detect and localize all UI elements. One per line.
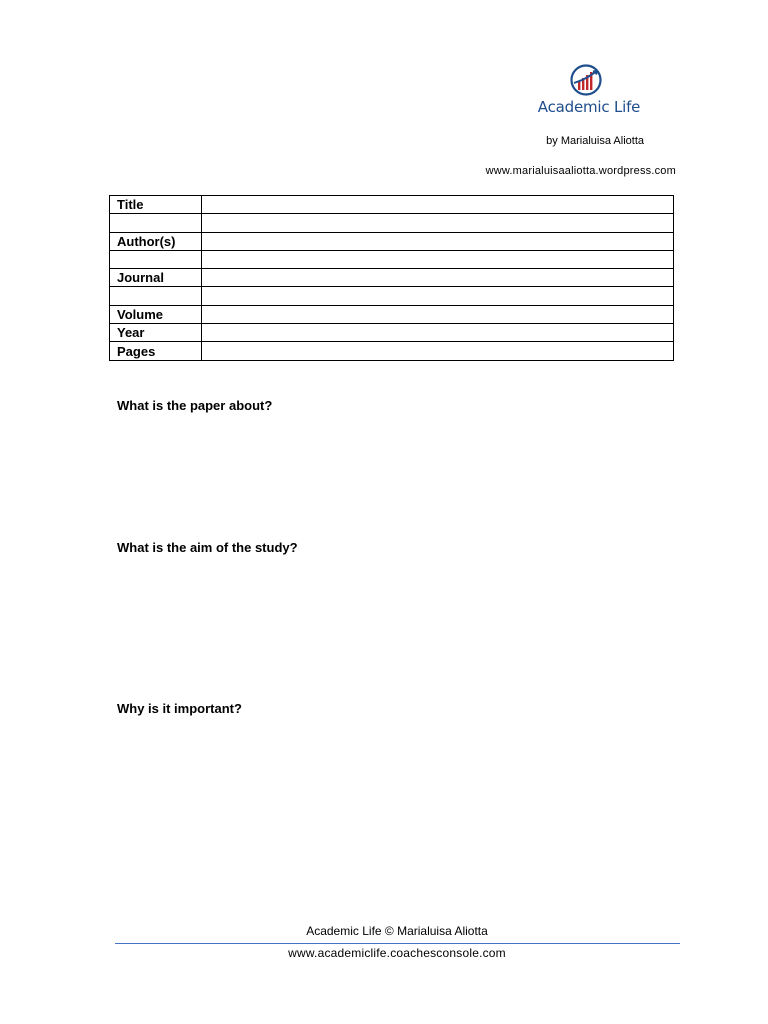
year-value-cell[interactable] (202, 324, 674, 342)
row-label-volume: Volume (110, 305, 202, 323)
table-row (110, 305, 674, 323)
author-byline: by Marialuisa Aliotta (546, 135, 644, 147)
row-label-blank (110, 287, 202, 305)
table-row (110, 196, 674, 214)
table-row (110, 287, 674, 305)
row-label-authors: Author(s) (110, 232, 202, 250)
row-label-journal: Journal (110, 269, 202, 287)
table-row (110, 324, 674, 342)
volume-value-cell[interactable] (202, 305, 674, 323)
title-value-cell[interactable] (202, 196, 674, 214)
bar-chart-globe-icon (570, 64, 602, 96)
authors-continuation-cell[interactable] (202, 250, 674, 268)
row-label-blank (110, 214, 202, 232)
footer-divider (115, 943, 680, 944)
row-label-title: Title (110, 196, 202, 214)
table-row (110, 342, 674, 360)
question-importance: Why is it important? (117, 701, 242, 716)
table-row (110, 214, 674, 232)
row-label-year: Year (110, 324, 202, 342)
row-label-pages: Pages (110, 342, 202, 360)
row-label-blank (110, 250, 202, 268)
header-website: www.marialuisaaliotta.wordpress.com (485, 165, 676, 177)
academic-life-logo (534, 64, 644, 120)
footer-copyright: Academic Life © Marialuisa Aliotta (306, 924, 488, 938)
table-row (110, 232, 674, 250)
table-row (110, 250, 674, 268)
question-study-aim: What is the aim of the study? (117, 540, 298, 555)
table-row (110, 269, 674, 287)
authors-value-cell[interactable] (202, 232, 674, 250)
paper-details-table (109, 195, 674, 361)
journal-continuation-cell[interactable] (202, 287, 674, 305)
question-paper-about: What is the paper about? (117, 398, 273, 413)
logo-text: Academic Life (537, 98, 641, 116)
journal-value-cell[interactable] (202, 269, 674, 287)
pages-value-cell[interactable] (202, 342, 674, 360)
title-continuation-cell[interactable] (202, 214, 674, 232)
footer-website: www.academiclife.coachesconsole.com (288, 946, 506, 960)
